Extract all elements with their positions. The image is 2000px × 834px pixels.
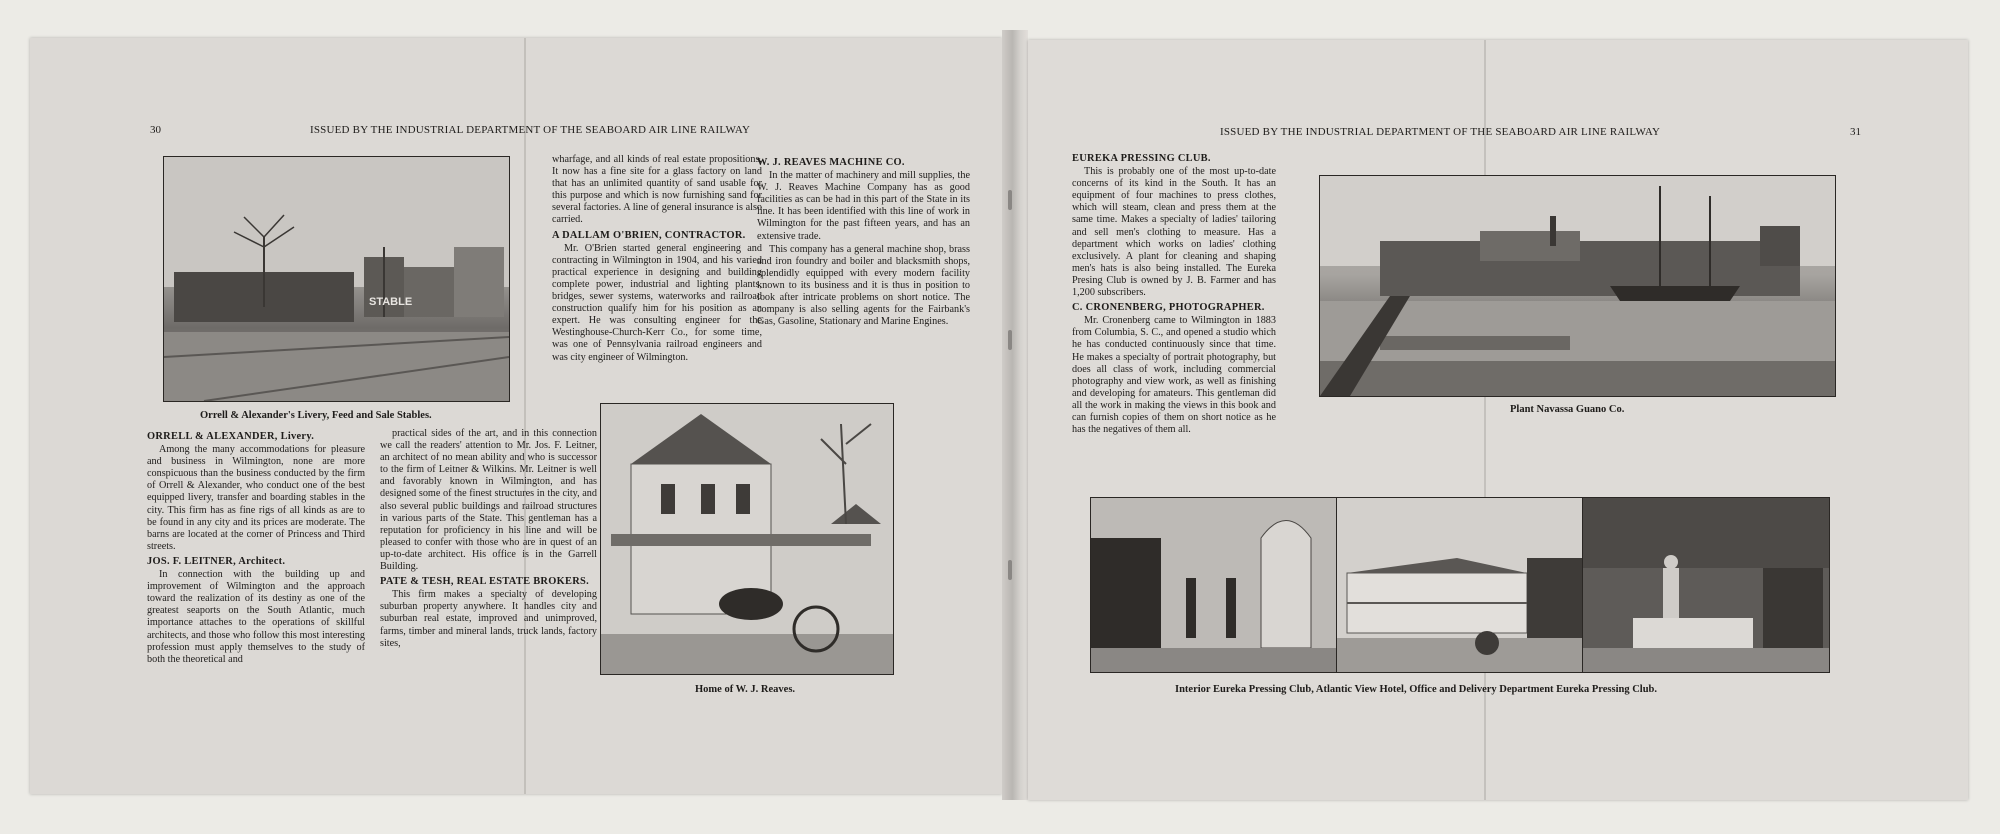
- text-leitner-continued: practical sides of the art, and in this connection we call the readers' attention to Mr. Jos. F. Leitner, an architect of no mean ability and who is successor to the firm of Leitner & Wilkins. Mr. Leitner is well and favorably known in Wilmington, and has designed some of the finest structures in the city, and also several public buildings and railroad structures in various parts of the State. This gentleman has a reputation for proficiency in his line and will be pleased to confer with those who are in quest of an up-to-date architect. His office is in the Garrell Building.: [380, 428, 597, 573]
- staple-bottom: [1008, 560, 1012, 580]
- right-column-1: [1072, 150, 1276, 437]
- text-pate-tesh-continued: wharfage, and all kinds of real estate propositions. It now has a fine site for a glass factory on land that has an unlimited quantity of sand usable for this purpose and which is now furnishing sand for several factories. A line of general insurance is also carried.: [552, 154, 762, 226]
- left-column-3: [552, 154, 762, 365]
- running-header-right: ISSUED BY THE INDUSTRIAL DEPARTMENT OF THE SEABOARD AIR LINE RAILWAY: [1220, 126, 1661, 138]
- photo-atlantic-view-hotel: [1336, 497, 1584, 673]
- photo-eureka-office: [1582, 497, 1830, 673]
- heading-dallam-obrien: A DALLAM O'BRIEN, CONTRACTOR.: [552, 229, 746, 241]
- caption-photo-strip: Interior Eureka Pressing Club, Atlantic View Hotel, Office and Delivery Department Eureka Pressing Club.: [1175, 684, 1658, 695]
- caption-reaves-home: Home of W. J. Reaves.: [695, 684, 796, 695]
- running-header-left: ISSUED BY THE INDUSTRIAL DEPARTMENT OF THE SEABOARD AIR LINE RAILWAY: [310, 124, 751, 136]
- left-column-4: [757, 154, 970, 329]
- photo-livery-stable: [163, 156, 510, 402]
- heading-eureka-pressing: EUREKA PRESSING CLUB.: [1072, 153, 1211, 164]
- photo-navassa-guano: [1319, 175, 1836, 397]
- livery-stable-illustration: [164, 157, 509, 401]
- navassa-guano-illustration: [1320, 176, 1835, 396]
- eureka-interior-illustration: [1091, 498, 1337, 672]
- heading-jos-leitner: JOS. F. LEITNER, Architect.: [147, 555, 286, 567]
- left-page: [30, 38, 1002, 794]
- heading-pate-tesh: PATE & TESH, REAL ESTATE BROKERS.: [380, 576, 590, 588]
- eureka-office-illustration: [1583, 498, 1829, 672]
- left-column-1: [147, 428, 365, 667]
- page-crease: [524, 38, 526, 794]
- stable-sign-text: STABLE: [369, 296, 413, 308]
- left-column-2: [380, 428, 597, 651]
- staple-top: [1008, 190, 1012, 210]
- text-eureka-pressing: This is probably one of the most up-to-date concerns of its kind in the South. It has an equipment of four machines to press clothes, which will steam, clean and press them at the same time. Makes a specialty of ladies' tailoring and sell men's clothing to measure. Has a department which works on ladies' clothing exclusively. A plant for cleaning and shaping men's hats is also being installed. The Eureka Presing Club is owned by J. B. Farmer and has 1,200 subscribers.: [1072, 166, 1276, 299]
- caption-livery-stable: Orrell & Alexander's Livery, Feed and Sale Stables.: [200, 410, 432, 421]
- caption-navassa-guano: Plant Navassa Guano Co.: [1510, 404, 1625, 415]
- reaves-home-illustration: [601, 404, 893, 674]
- page-number-left: 30: [150, 124, 161, 136]
- staple-middle: [1008, 330, 1012, 350]
- heading-cronenberg: C. CRONENBERG, PHOTOGRAPHER.: [1072, 302, 1265, 314]
- photo-eureka-interior: [1090, 497, 1338, 673]
- text-reaves-machine-2: This company has a general machine shop, brass and iron foundry and boiler and blacksmith shops, splendidly equipped with every modern facility known to its business and it is thus in position to look after intricate problems on short notice. The company is also selling agents for the Fairbank's Gas, Gasoline, Stationary and Marine Engines.: [757, 243, 970, 328]
- right-page: [1028, 40, 1968, 800]
- page-number-right: 31: [1850, 126, 1861, 138]
- text-pate-tesh: This firm makes a specialty of developing suburban property anywhere. It handles city and suburban real estate, improved and unimproved, farms, timber and mineral lands, truck lands, factory sites,: [380, 589, 597, 649]
- heading-reaves-machine: W. J. REAVES MACHINE CO.: [757, 157, 905, 168]
- atlantic-view-hotel-illustration: [1337, 498, 1583, 672]
- text-cronenberg: Mr. Cronenberg came to Wilmington in 1883 from Columbia, S. C., and opened a studio which he has conducted continuously since that time. He makes a specialty of portrait photography, but does all class of work, including commercial photography and view work, as well as finishing and developing for amateurs. This gentleman did all the work in making the views in this book and can furnish copies of them on short notice as he has the negatives of them all.: [1072, 315, 1276, 436]
- text-reaves-machine-1: In the matter of machinery and mill supplies, the W. J. Reaves Machine Company has as good facilities as can be had in this part of the State in its line. It has been identified with this line of work in Wilmington for the past fifteen years, and has an extensive trade.: [757, 170, 970, 242]
- text-dallam-obrien: Mr. O'Brien started general engineering and contracting in Wilmington in 1904, and his varied practical experience in designing and building complete power, industrial and lighting plants, bridges, sewer systems, waterworks and railroad construction qualify him for his position as an expert. He was consulting engineer for the Westinghouse-Church-Kerr Co., for some time, was one of Pennsylvania railroad engineers and was city engineer of Wilmington.: [552, 242, 762, 363]
- spine-fold: [1002, 30, 1028, 800]
- text-orrell-alexander: Among the many accommodations for pleasure and business in Wilmington, none are more conspicuous than the business conducted by the firm of Orrell & Alexander, who conduct one of the best equipped livery, transfer and boarding stables in the city. This firm has as fine rigs of all kinds as are to be found in any city and its prices are moderate. The barns are located at the corner of Princess and Third streets.: [147, 444, 365, 552]
- text-jos-leitner: In connection with the building up and improvement of Wilmington and the approach toward the realization of its destiny as one of the greatest seaports on the South Atlantic, much importance attaches to the operations of skillful architects, and those who follow this most interesting profession must apply themselves to the study of both the theoretical and: [147, 569, 365, 665]
- photo-reaves-home: [600, 403, 894, 675]
- heading-orrell-alexander: ORRELL & ALEXANDER, Livery.: [147, 431, 315, 442]
